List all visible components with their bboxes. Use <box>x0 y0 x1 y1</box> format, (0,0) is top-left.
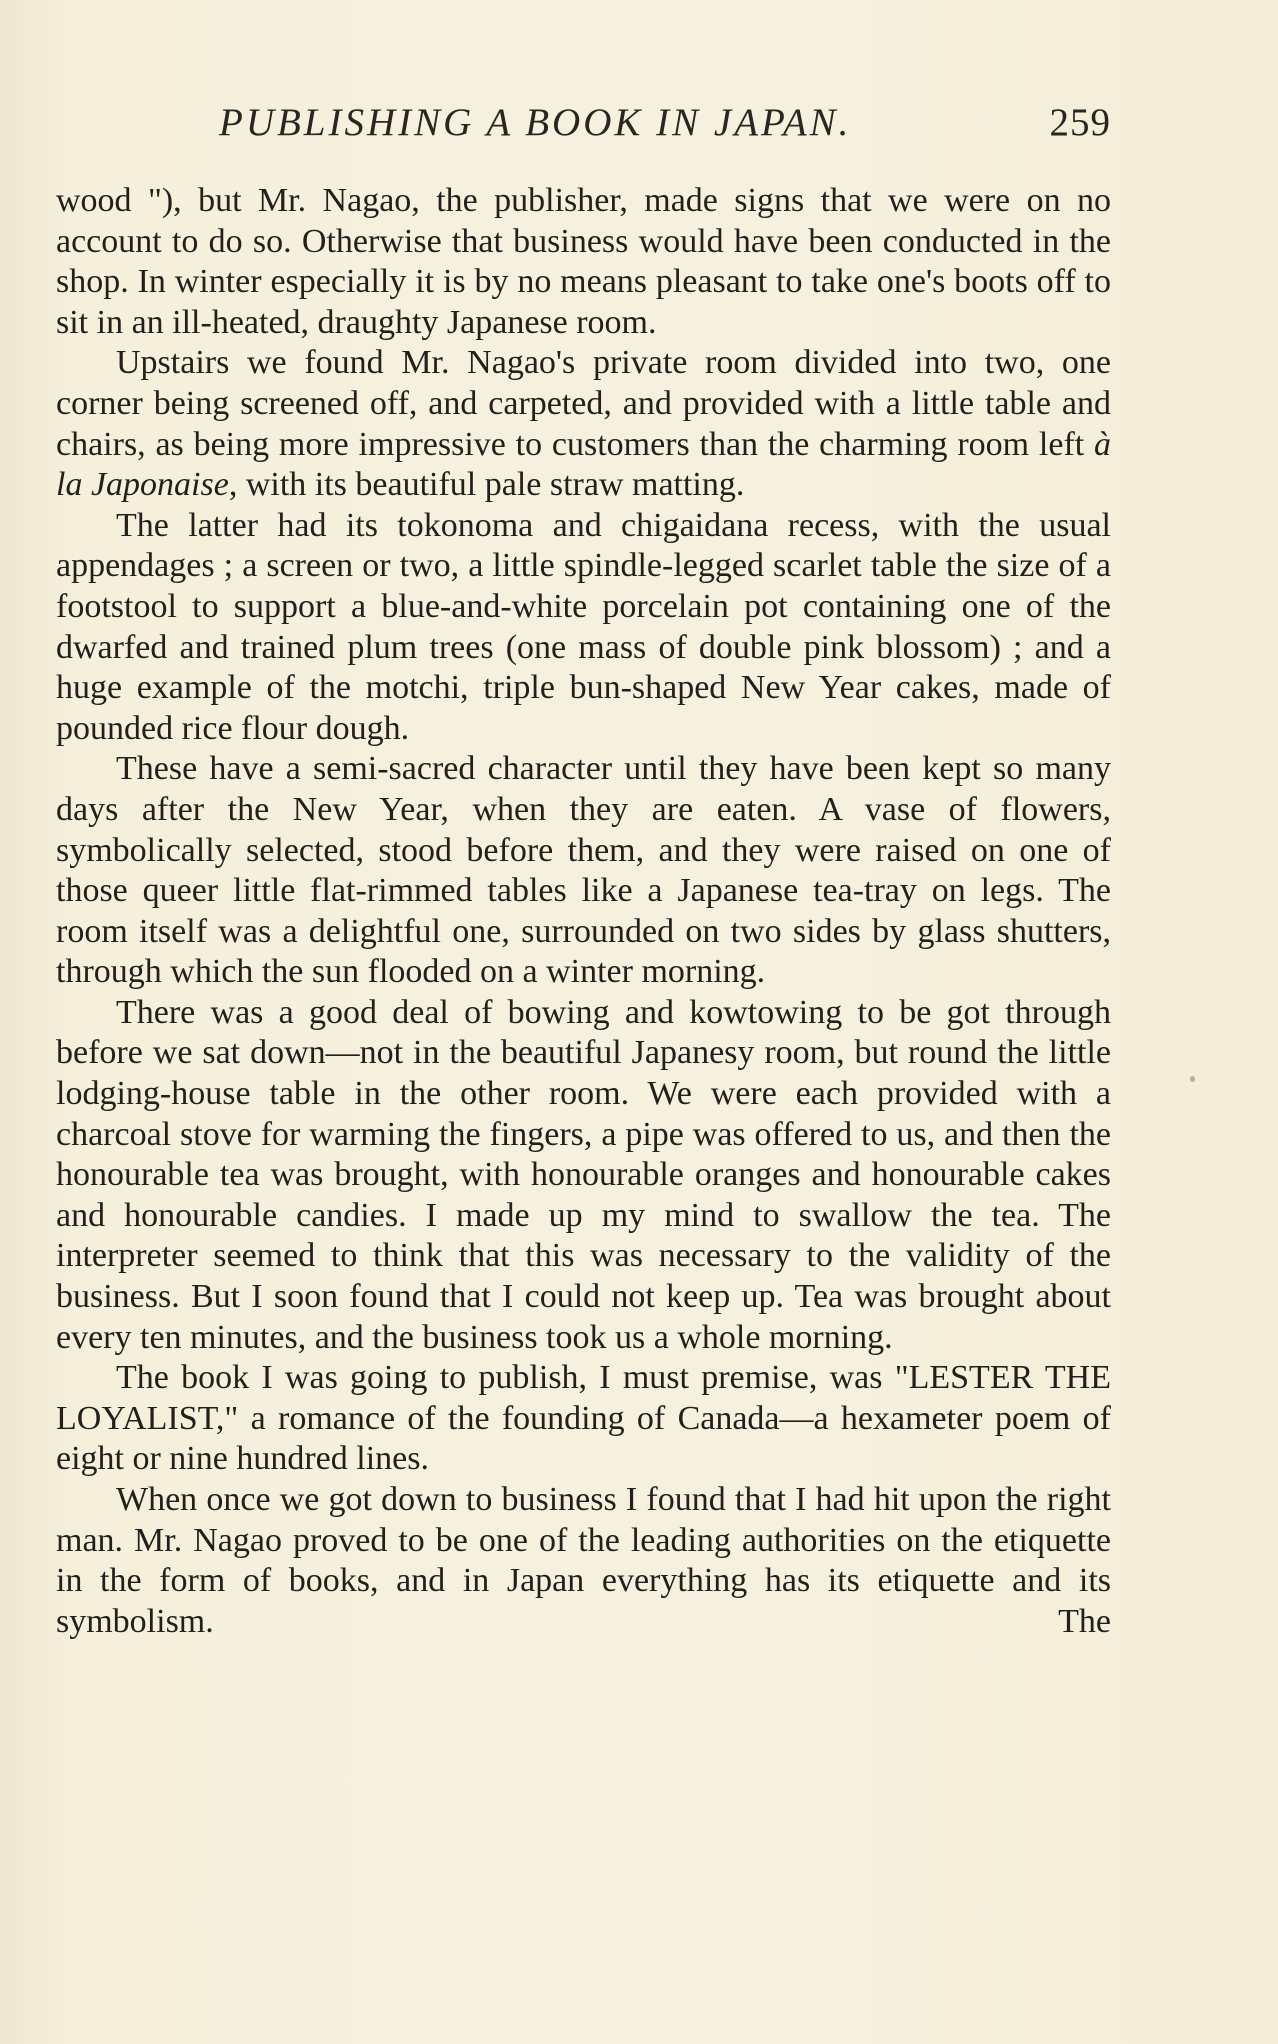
body-text <box>56 181 1111 1642</box>
paper-speck <box>1190 1076 1195 1082</box>
paragraph: There was a good deal of bowing and kowtowing to be got through before we sat down—not in the beautiful Japanesy room, but round the little lodging-house table in the other room. We were each provided with a charcoal stove for warming the fingers, a pipe was offered to us, and then the honourable tea was brought, with honourable oranges and honourable cakes and honourable candies. I made up my mind to swallow the tea. The interpreter seemed to think that this was necessary to the validity of the business. But I soon found that I could not keep up. Tea was brought about every ten minutes, and the business took us a whole morning. <box>56 993 1111 1356</box>
page-number: 259 <box>1049 101 1111 144</box>
paragraph: These have a semi-sacred character until they have been kept so many days after the New Year, when they are eaten. A vase of flowers, symbolically selected, stood before them, and they were raised on one of those queer little flat-rimmed tables like a Japanese tea-tray on legs. The room itself was a delightful one, surrounded on two sides by glass shutters, through which the sun flooded on a winter morning. <box>56 750 1111 991</box>
running-title: PUBLISHING A BOOK IN JAPAN. <box>219 101 852 144</box>
running-header <box>56 100 1111 150</box>
italic-phrase: à la Japonaise <box>56 425 1111 504</box>
paragraph: The book I was going to publish, I must premise, was "LESTER THE LOYALIST," a romance of the founding of Canada—a hexameter poem of eight or nine hundred lines. <box>56 1359 1111 1478</box>
paragraph-runs-on: When once we got down to business I found that I had hit upon the right man. Mr. Nagao proved to be one of the leading authorities on the etiquette in the form of books, and in Japan everything has its etiquette and its symbolism. The <box>56 1481 1111 1640</box>
paragraph-continued: wood "), but Mr. Nagao, the publisher, made signs that we were on no account to do so. Otherwise that business would have been conducted in the shop. In winter especially it is by no means pleasant to take one's boots off to sit in an ill-heated, draughty Japanese room. <box>56 182 1111 341</box>
paragraph: Upstairs we found Mr. Nagao's private room divided into two, one corner being screened off, and carpeted, and provided with a little table and chairs, as being more impressive to customers than the charming room left à la Japonaise, with its beautiful pale straw matting. <box>56 344 1111 504</box>
paragraph: The latter had its tokonoma and chigaidana recess, with the usual appendages ; a screen or two, a little spindle-legged scarlet table the size of a footstool to support a blue-and-white porcelain pot containing one of the dwarfed and trained plum trees (one mass of double pink blossom) ; and a huge example of the motchi, triple bun-shaped New Year cakes, made of pounded rice flour dough. <box>56 506 1111 747</box>
